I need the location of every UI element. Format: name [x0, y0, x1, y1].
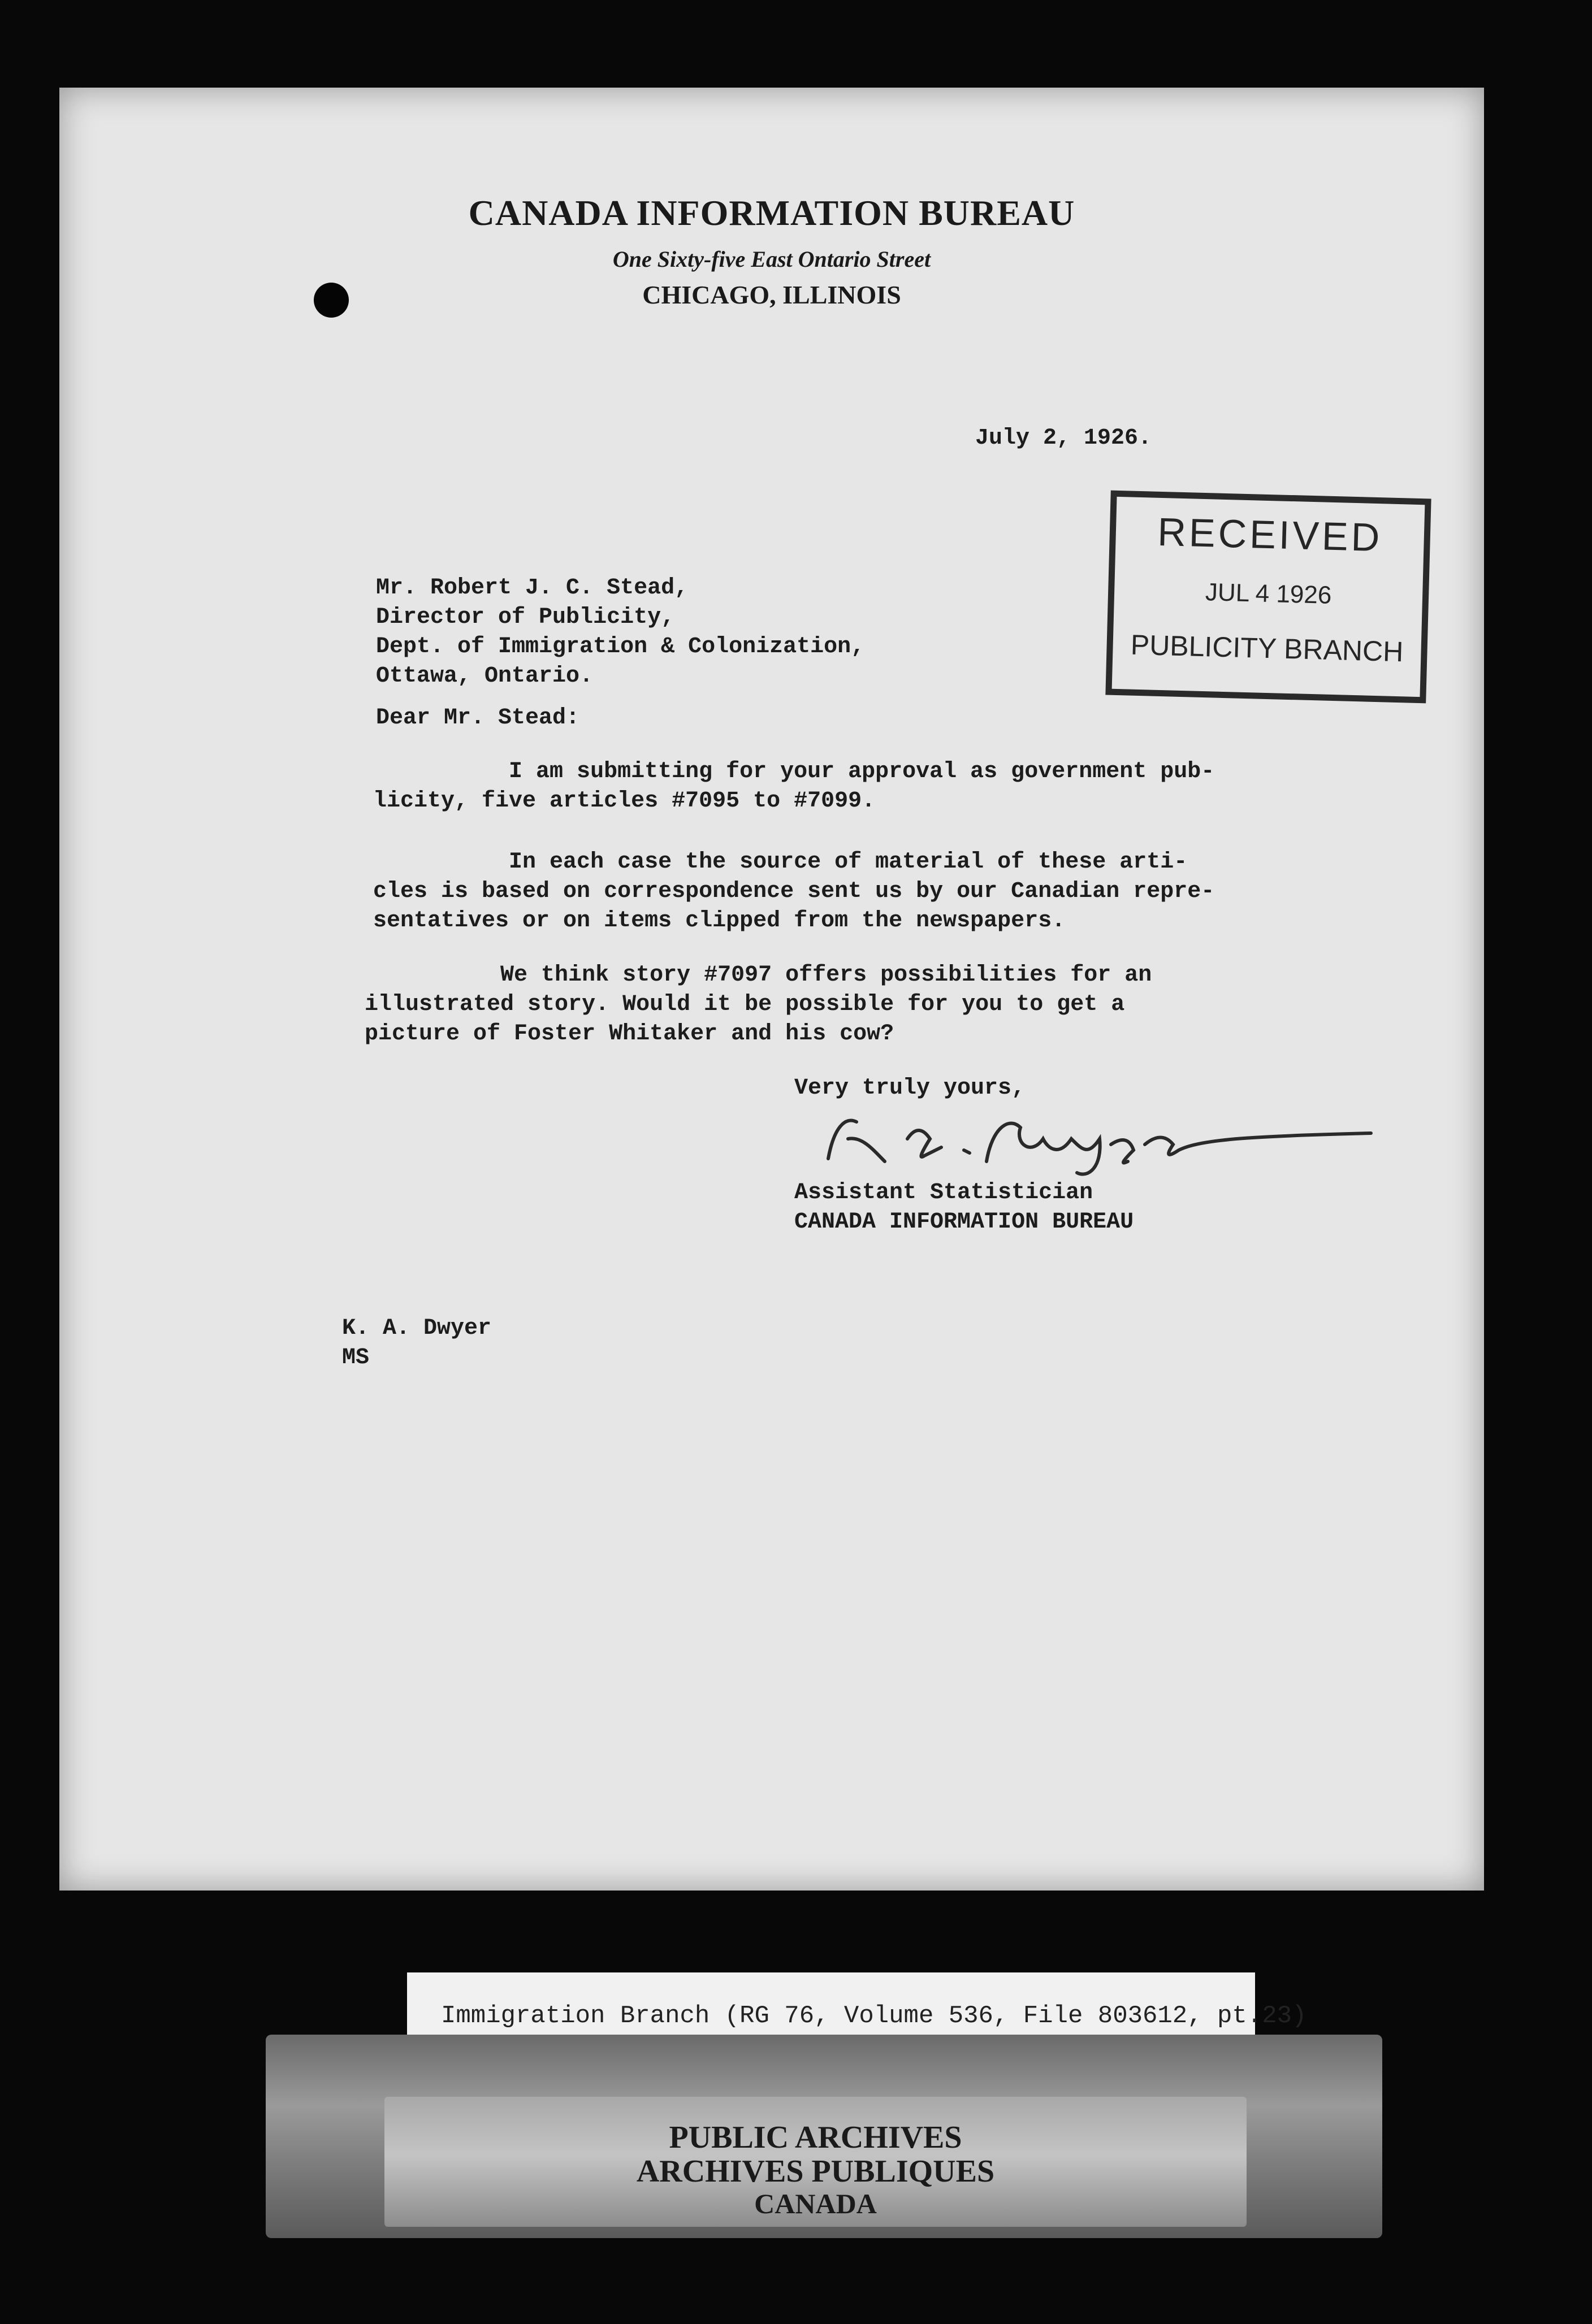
recipient-address: Mr. Robert J. C. Stead, Director of Publicity, Dept. of Immigration & Colonization, Ottawa, Ontario.	[376, 575, 865, 689]
stamp-title: RECEIVED	[1157, 509, 1383, 560]
archive-label-inner	[384, 2097, 1247, 2227]
letter-date: July 2, 1926.	[975, 426, 1152, 451]
letterhead-city: CHICAGO, ILLINOIS	[642, 280, 901, 309]
archive-line-1: PUBLIC ARCHIVES	[669, 2120, 962, 2155]
salutation: Dear Mr. Stead:	[376, 705, 580, 731]
citation-text: Immigration Branch (RG 76, Volume 536, File 803612, pt.23)	[441, 2002, 1307, 2030]
stamp-date: JUL 4 1926	[1205, 578, 1332, 609]
archive-label-tape	[266, 2035, 1382, 2238]
citation-card	[407, 1972, 1307, 2035]
stamp-branch: PUBLICITY BRANCH	[1130, 628, 1404, 668]
received-stamp	[1105, 491, 1431, 704]
body-paragraph-3: We think story #7097 offers possibilities for an illustrated story. Would it be possible for you to get a picture of Foster Whitaker and his cow?	[365, 962, 1152, 1047]
body-paragraph-2: In each case the source of material of these arti- cles is based on correspondence sent us by our Canadian repre- sentatives or on items clipped from the newspapers.	[373, 849, 1215, 934]
archive-line-3: CANADA	[754, 2188, 877, 2219]
body-paragraph-1: I am submitting for your approval as government pub- licity, five articles #7095 to #7099.	[373, 759, 1215, 814]
letterhead-street: One Sixty-five East Ontario Street	[612, 246, 931, 272]
signer-title: Assistant Statistician CANADA INFORMATION BUREAU	[794, 1180, 1134, 1235]
letter-page	[59, 88, 1484, 1891]
letterhead-name: CANADA INFORMATION BUREAU	[468, 193, 1075, 233]
reference-initials: K. A. Dwyer MS	[342, 1316, 492, 1371]
archive-line-2: ARCHIVES PUBLIQUES	[636, 2154, 995, 2189]
handwritten-signature	[794, 1105, 1394, 1184]
closing: Very truly yours,	[794, 1076, 1026, 1101]
